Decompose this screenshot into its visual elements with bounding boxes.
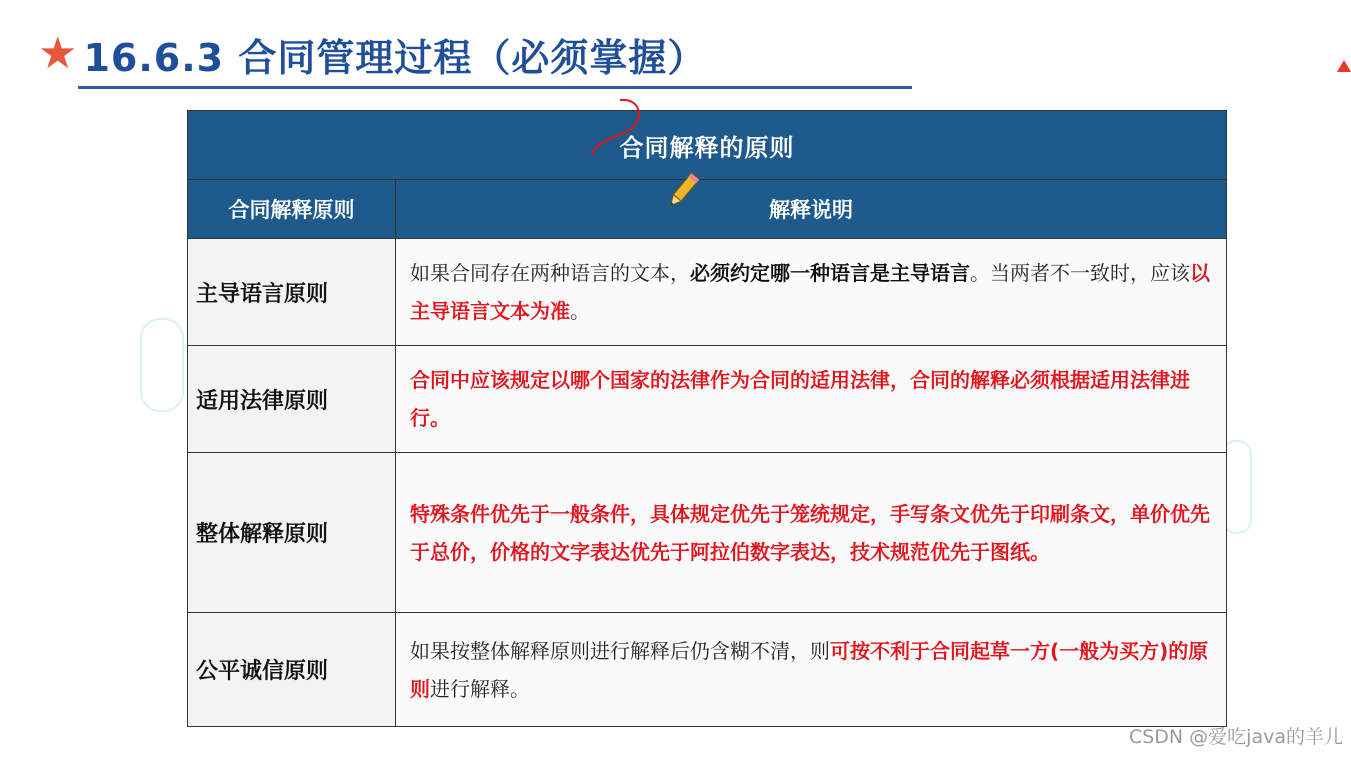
table-row — [188, 453, 1227, 613]
description-highlight: 可按不利于合同起草一方(一般为买方)的原则 — [410, 638, 1209, 701]
description-text: 如果按整体解释原则进行解释后仍含糊不清，则 — [410, 638, 830, 663]
principle-description — [396, 239, 1227, 346]
column-header-description: 解释说明 — [396, 180, 1227, 239]
description-highlight: 必须约定哪一种语言是主导语言 — [690, 261, 970, 285]
description-highlight: 合同中应该规定以哪个国家的法律作为合同的适用法律，合同的解释必须根据适用法律进行。 — [410, 368, 1190, 430]
description-text: 。当两者不一致时，应该 — [970, 261, 1190, 285]
description-text: 如果合同存在两种语言的文本， — [410, 261, 690, 285]
principle-name: 主导语言原则 — [188, 239, 396, 346]
principle-name: 整体解释原则 — [188, 453, 396, 613]
principle-name: 公平诚信原则 — [188, 613, 396, 727]
table-row — [188, 239, 1227, 346]
corner-triangle-icon — [1337, 60, 1351, 72]
slide-title-bar — [38, 24, 706, 84]
table-caption-row — [188, 111, 1227, 180]
principle-description — [396, 346, 1227, 453]
table-header-row — [188, 180, 1227, 239]
title-underline — [78, 86, 912, 89]
description-text: 。 — [570, 299, 590, 323]
red-annotation-scribble — [580, 96, 660, 166]
description-text: 进行解释。 — [430, 676, 530, 701]
decorative-doodle-left — [140, 318, 184, 412]
description-highlight: 以主导语言文本为准 — [410, 261, 1210, 323]
principle-description — [396, 613, 1227, 727]
pencil-icon — [662, 170, 704, 212]
csdn-watermark: CSDN @爱吃java的羊儿 — [1128, 726, 1343, 748]
corner-logo-fragment — [1331, 36, 1351, 76]
principle-description — [396, 453, 1227, 613]
column-header-principle: 合同解释原则 — [188, 180, 396, 239]
table-row — [188, 346, 1227, 453]
principle-name: 适用法律原则 — [188, 346, 396, 453]
table-row — [188, 613, 1227, 727]
slide-title: 16.6.3 合同管理过程（必须掌握） — [83, 35, 707, 80]
description-highlight: 特殊条件优先于一般条件，具体规定优先于笼统规定，手写条文优先于印刷条文，单价优先于总价，价格的文字表达优先于阿拉伯数字表达，技术规范优先于图纸。 — [410, 501, 1210, 564]
star-icon: ★ — [38, 28, 78, 79]
table-caption: 合同解释的原则 — [188, 111, 1227, 180]
principles-table — [187, 110, 1227, 727]
